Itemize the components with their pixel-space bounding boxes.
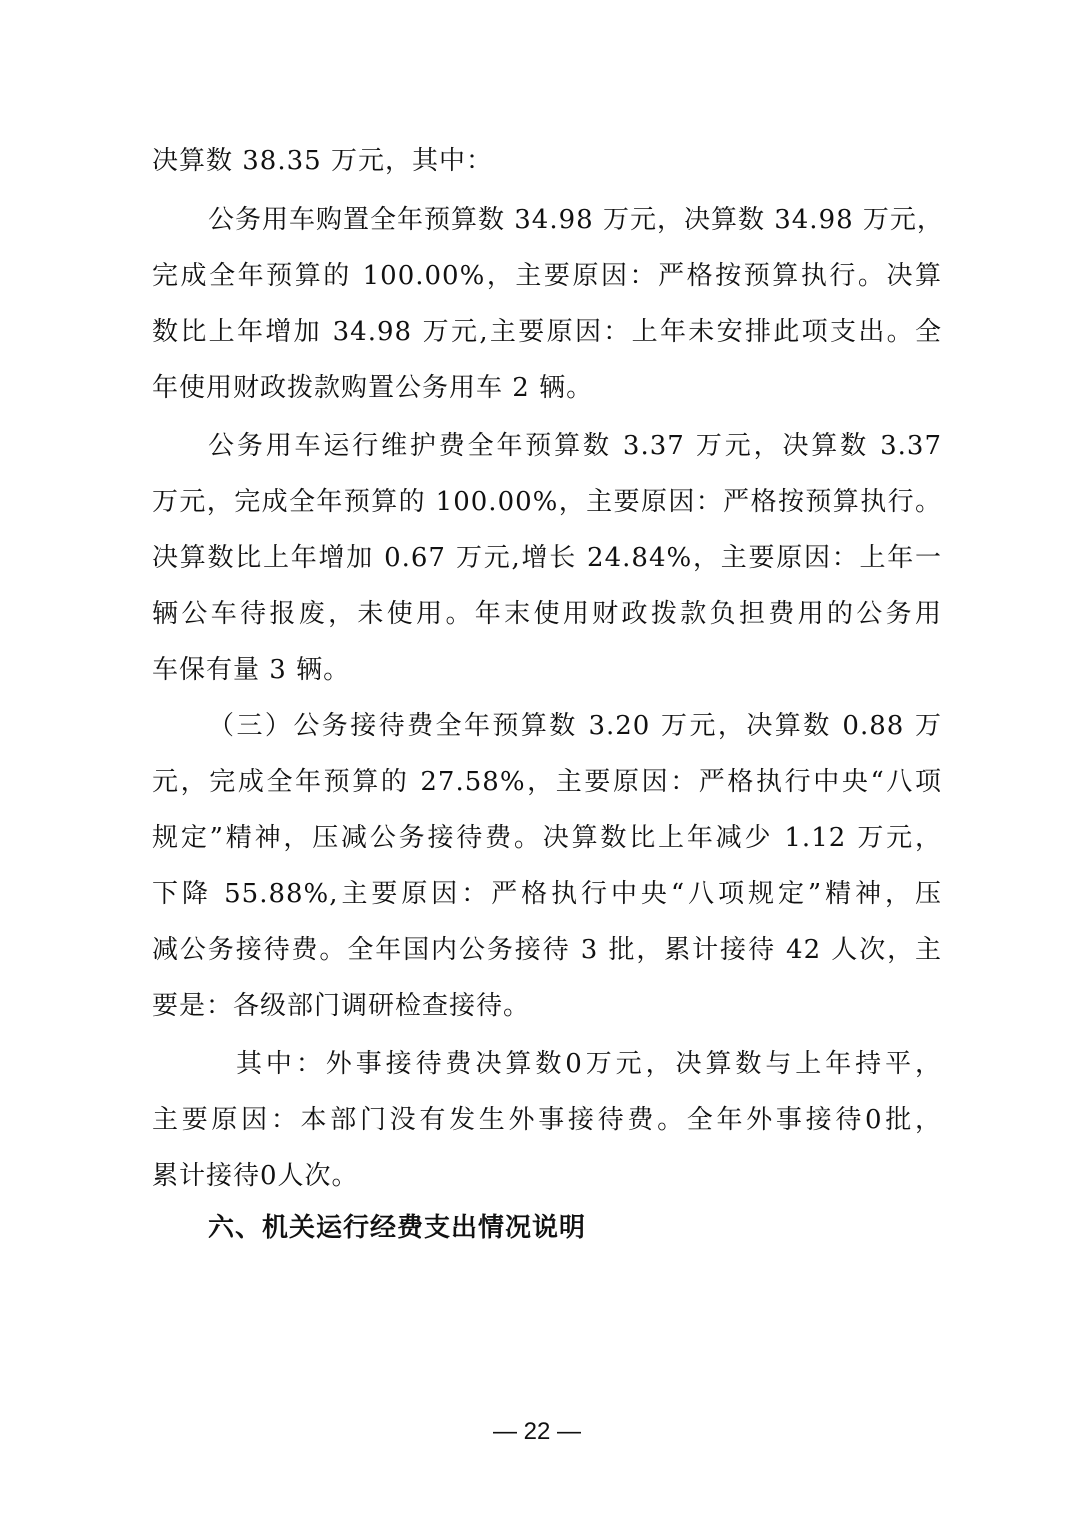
- body-line-2: 公务用车购置全年预算数 34.98 万元，决算数 34.98 万元，: [208, 205, 944, 235]
- body-line-13: 规定”精神，压减公务接待费。决算数比上年减少 1.12 万元，: [152, 823, 942, 853]
- section-heading: 六、机关运行经费支出情况说明: [208, 1213, 587, 1243]
- body-line-11: （三）公务接待费全年预算数 3.20 万元，决算数 0.88 万: [208, 711, 942, 741]
- body-line-19: 累计接待0人次。: [152, 1161, 359, 1191]
- body-line-9: 辆公车待报废，未使用。年末使用财政拨款负担费用的公务用: [152, 599, 942, 629]
- body-line-5: 年使用财政拨款购置公务用车 2 辆。: [152, 373, 594, 403]
- body-line-16: 要是：各级部门调研检查接待。: [152, 991, 531, 1021]
- body-line-3: 完成全年预算的 100.00%，主要原因：严格按预算执行。决算: [152, 261, 942, 291]
- body-line-7: 万元，完成全年预算的 100.00%，主要原因：严格按预算执行。: [152, 487, 942, 517]
- body-line-10: 车保有量 3 辆。: [152, 655, 351, 685]
- body-line-1: 决算数 38.35 万元，其中：: [152, 146, 493, 176]
- body-line-6: 公务用车运行维护费全年预算数 3.37 万元，决算数 3.37: [208, 431, 942, 461]
- body-line-8: 决算数比上年增加 0.67 万元,增长 24.84%，主要原因：上年一: [152, 543, 942, 573]
- page-number: — 22 —: [492, 1418, 582, 1445]
- body-line-4: 数比上年增加 34.98 万元,主要原因：上年未安排此项支出。全: [152, 317, 942, 347]
- body-line-12: 元，完成全年预算的 27.58%，主要原因：严格执行中央“八项: [152, 767, 942, 797]
- body-line-17: 其中：外事接待费决算数0万元，决算数与上年持平，: [236, 1049, 942, 1079]
- body-line-18: 主要原因：本部门没有发生外事接待费。全年外事接待0批，: [152, 1105, 942, 1135]
- body-line-14: 下降 55.88%,主要原因：严格执行中央“八项规定”精神，压: [152, 879, 942, 909]
- body-line-15: 减公务接待费。全年国内公务接待 3 批，累计接待 42 人次，主: [152, 935, 942, 965]
